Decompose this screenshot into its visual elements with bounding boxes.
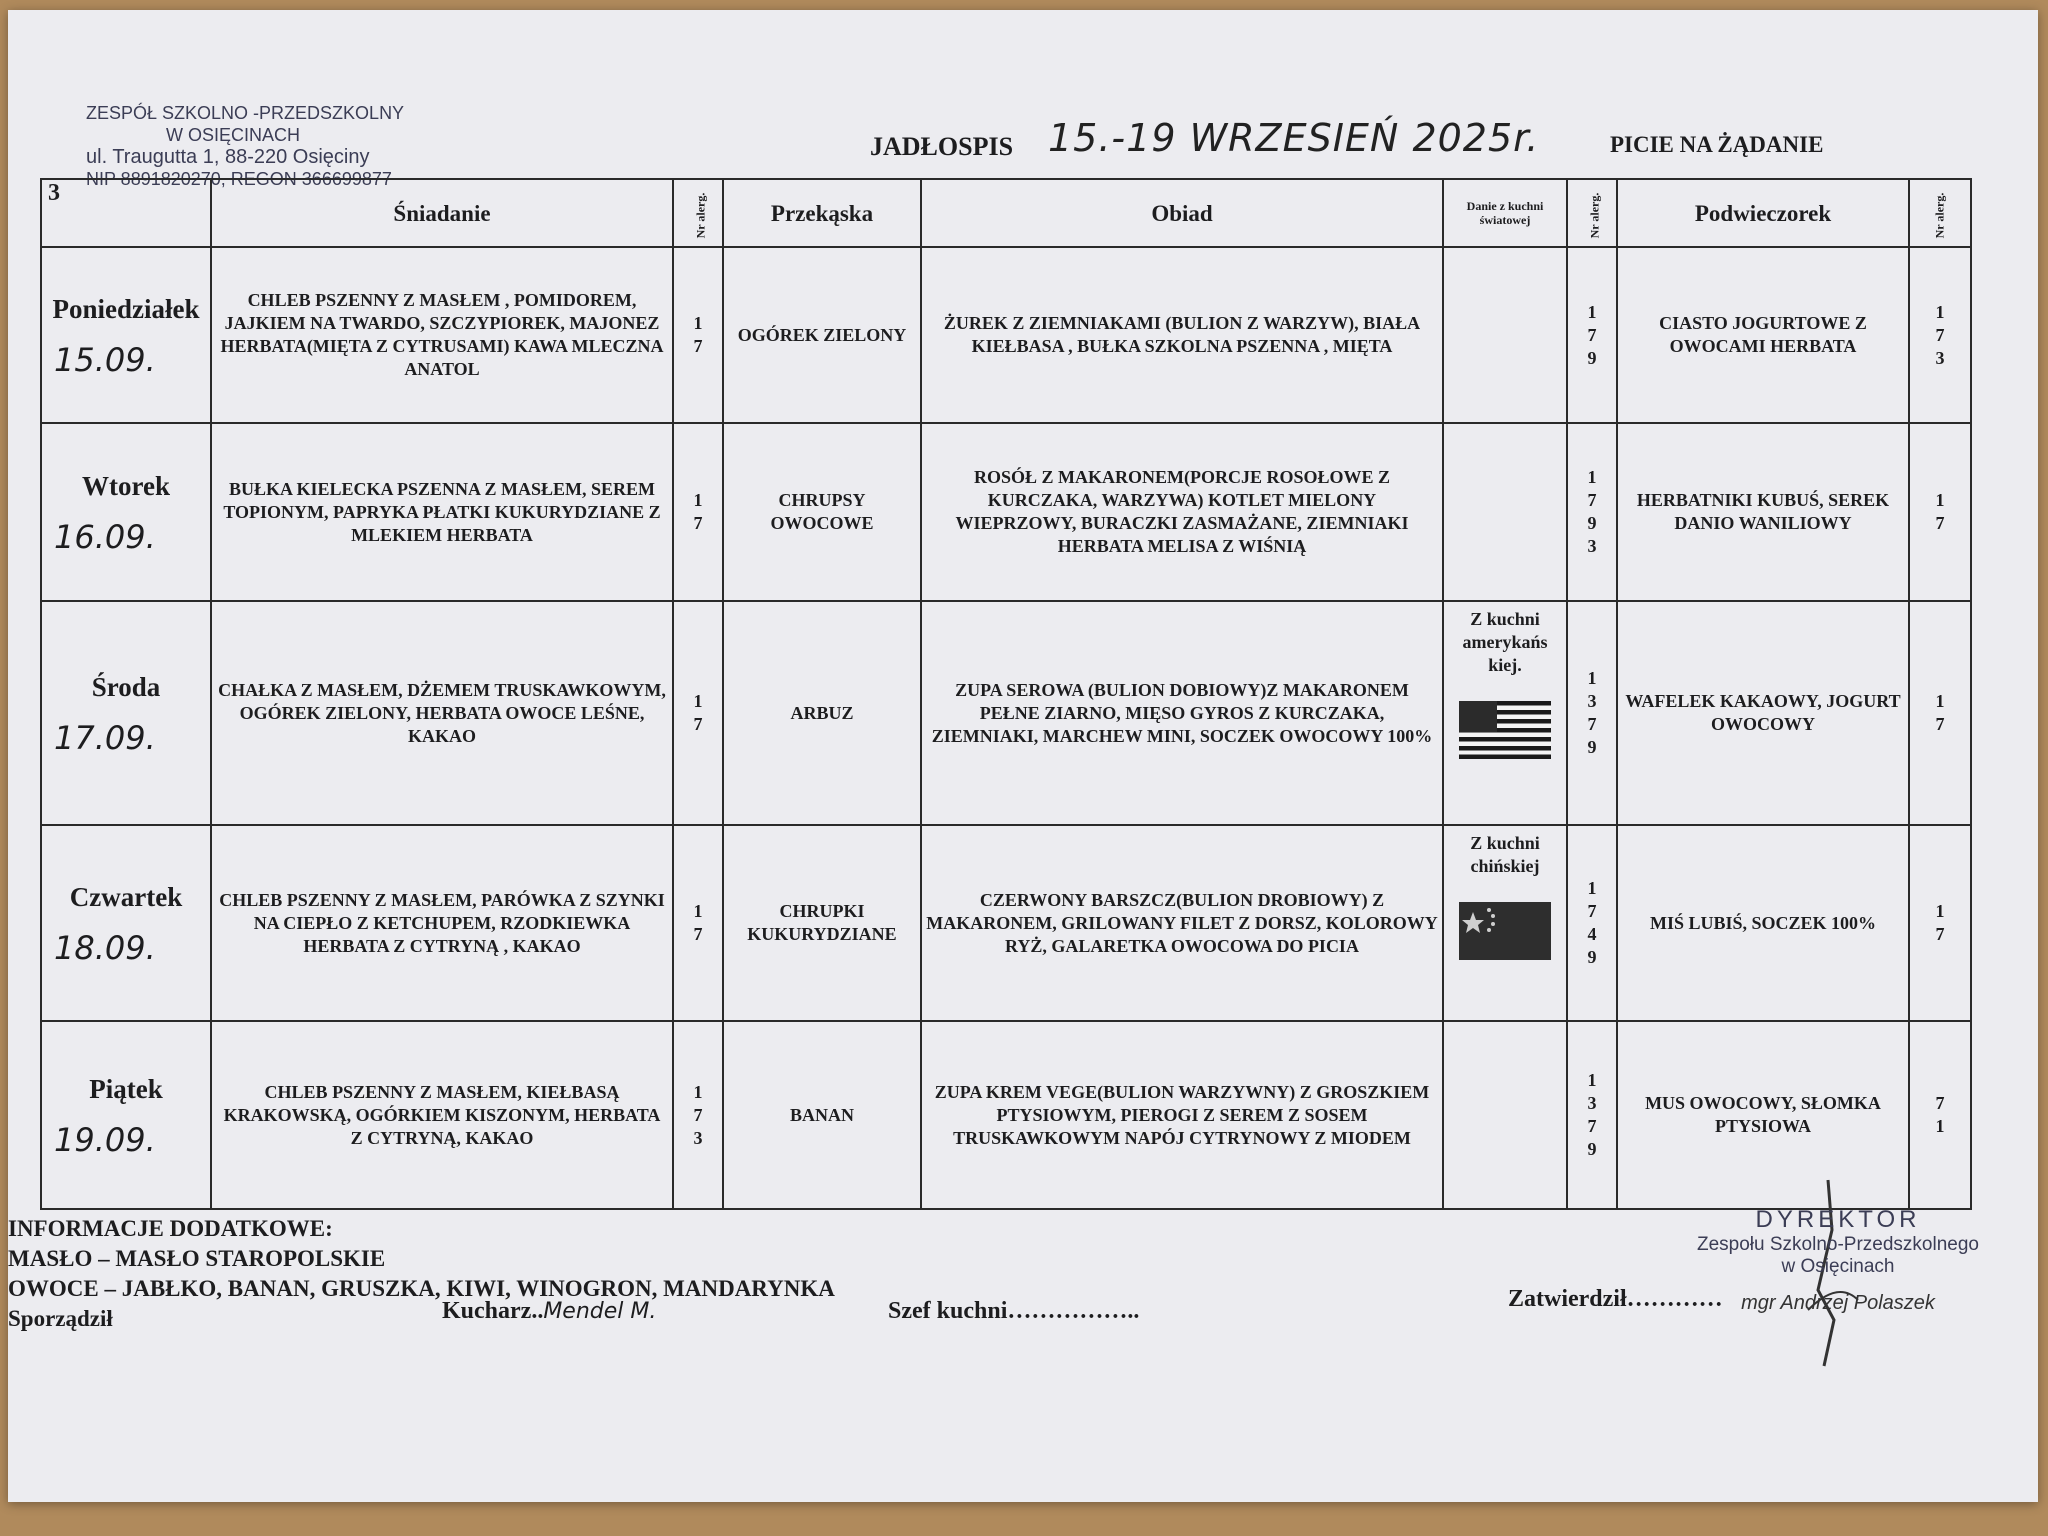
china-flag-icon <box>1459 902 1551 960</box>
additional-info <box>8 1214 835 1334</box>
col-lunch: Obiad <box>921 179 1443 247</box>
breakfast-cell: CHAŁKA Z MASŁEM, DŻEMEM TRUSKAWKOWYM, OGÓREK ZIELONY, HERBATA OWOCE LEŚNE, KAKAO <box>211 601 673 825</box>
lunch-cell: ZUPA SEROWA (BULION DOBIOWY)Z MAKARONEM PEŁNE ZIARNO, MIĘSO GYROS Z KURCZAKA, ZIEMNIAKI, MARCHEW MINI, SOCZEK OWOCOWY 100% <box>921 601 1443 825</box>
breakfast-allergens: 1 7 <box>673 247 723 423</box>
cook-signature-line <box>442 1298 656 1325</box>
day-cell <box>41 1021 211 1209</box>
breakfast-allergens: 1 7 <box>673 423 723 601</box>
lunch-cell: ROSÓŁ Z MAKARONEM(PORCJE ROSOŁOWE Z KURCZAKA, WARZYWA) KOTLET MIELONY WIEPRZOWY, BURACZKI ZASMAŻANE, ZIEMNIAKI HERBATA MELISA Z WIŚNIĄ <box>921 423 1443 601</box>
world-cuisine-cell <box>1443 825 1567 1021</box>
corner-number: 3 <box>41 179 211 247</box>
info-fruit: OWOCE – JABŁKO, BANAN, GRUSZKA, KIWI, WINOGRON, MANDARYNKA <box>8 1276 835 1301</box>
snack-cell: CHRUPSY OWOCOWE <box>723 423 921 601</box>
snack-cell: OGÓREK ZIELONY <box>723 247 921 423</box>
day-date: 18.09. <box>54 929 156 967</box>
breakfast-cell: CHLEB PSZENNY Z MASŁEM, PARÓWKA Z SZYNKI NA CIEPŁO Z KETCHUPEM, RZODKIEWKA HERBATA Z CYTRYNĄ , KAKAO <box>211 825 673 1021</box>
afternoon-snack-cell: WAFELEK KAKAOWY, JOGURT OWOCOWY <box>1617 601 1909 825</box>
afternoon-allergens: 1 7 3 <box>1909 247 1971 423</box>
col-snack: Przekąska <box>723 179 921 247</box>
col-allergens: Nr alerg. <box>1567 179 1617 247</box>
info-heading: INFORMACJE DODATKOWE: <box>8 1216 333 1241</box>
day-row-monday <box>41 247 1971 423</box>
info-prepared: Sporządził <box>8 1306 113 1331</box>
day-cell <box>41 825 211 1021</box>
afternoon-snack-cell: HERBATNIKI KUBUŚ, SEREK DANIO WANILIOWY <box>1617 423 1909 601</box>
header-row <box>41 179 1971 247</box>
day-cell <box>41 247 211 423</box>
day-date: 15.09. <box>54 341 156 379</box>
lunch-cell: ZUPA KREM VEGE(BULION WARZYWNY) Z GROSZKIEM PTYSIOWYM, PIEROGI Z SEREM Z SOSEM TRUSKAWKOWYM NAPÓJ CYTRYNOWY Z MIODEM <box>921 1021 1443 1209</box>
approved-line: Zatwierdził………… <box>1508 1286 1723 1312</box>
day-cell <box>41 423 211 601</box>
afternoon-snack-cell: MIŚ LUBIŚ, SOCZEK 100% <box>1617 825 1909 1021</box>
breakfast-cell: CHLEB PSZENNY Z MASŁEM, KIEŁBASĄ KRAKOWSKĄ, OGÓRKIEM KISZONYM, HERBATA Z CYTRYNĄ, KAKAO <box>211 1021 673 1209</box>
day-cell <box>41 601 211 825</box>
director-org-2: w Osięcinach <box>1781 1256 1895 1277</box>
director-org-1: Zespołu Szkolno-Przedszkolnego <box>1697 1234 1979 1255</box>
handwritten-dates: 15.-19 WRZESIEŃ 2025r. <box>1048 116 1540 160</box>
us-flag-icon <box>1459 701 1551 759</box>
school-stamp <box>86 102 446 190</box>
day-name: Piątek <box>89 1074 163 1104</box>
lunch-allergens: 1 3 7 9 <box>1567 601 1617 825</box>
afternoon-allergens: 7 1 <box>1909 1021 1971 1209</box>
drinks-note: PICIE NA ŻĄDANIE <box>1610 132 1824 157</box>
breakfast-allergens: 1 7 <box>673 825 723 1021</box>
day-date: 19.09. <box>54 1121 156 1159</box>
day-row-thursday <box>41 825 1971 1021</box>
breakfast-cell: CHLEB PSZENNY Z MASŁEM , POMIDOREM, JAJKIEM NA TWARDO, SZCZYPIOREK, MAJONEZ HERBATA(MIĘTA Z CYTRUSAMI) KAWA MLECZNA ANATOL <box>211 247 673 423</box>
lunch-allergens: 1 7 9 <box>1567 247 1617 423</box>
col-world-cuisine: Danie z kuchni światowej <box>1443 179 1567 247</box>
lunch-cell: CZERWONY BARSZCZ(BULION DROBIOWY) Z MAKARONEM, GRILOWANY FILET Z DORSZ, KOLOROWY RYŻ, GALARETKA OWOCOWA DO PICIA <box>921 825 1443 1021</box>
col-allergens: Nr alerg. <box>673 179 723 247</box>
day-name: Czwartek <box>69 882 183 912</box>
cook-label: Kucharz.. <box>442 1298 544 1324</box>
breakfast-allergens: 1 7 <box>673 601 723 825</box>
menu-table <box>40 178 1972 1210</box>
menu-sheet <box>8 10 2038 1502</box>
info-butter: MASŁO – MASŁO STAROPOLSKIE <box>8 1246 386 1271</box>
afternoon-allergens: 1 7 <box>1909 825 1971 1021</box>
lunch-allergens: 1 7 4 9 <box>1567 825 1617 1021</box>
stamp-line-2: W OSIĘCINACH <box>166 125 301 145</box>
stamp-address: ul. Traugutta 1, 88-220 Osięciny <box>86 146 370 168</box>
col-allergens: Nr alerg. <box>1909 179 1971 247</box>
breakfast-allergens: 1 7 3 <box>673 1021 723 1209</box>
stamp-nip: NIP 8891820270, REGON 366699877 <box>86 169 392 189</box>
day-row-friday <box>41 1021 1971 1209</box>
snack-cell: BANAN <box>723 1021 921 1209</box>
director-name: mgr Andrzej Polaszek <box>1741 1292 1935 1314</box>
world-cuisine-cell <box>1443 1021 1567 1209</box>
world-cuisine-cell <box>1443 423 1567 601</box>
director-title: DYREKTOR <box>1755 1206 1921 1233</box>
page-title: JADŁOSPIS <box>870 132 1014 161</box>
afternoon-allergens: 1 7 <box>1909 423 1971 601</box>
day-date: 16.09. <box>54 518 156 556</box>
day-row-wednesday <box>41 601 1971 825</box>
stamp-line-1: ZESPÓŁ SZKOLNO -PRZEDSZKOLNY <box>86 103 405 123</box>
cook-signature: Mendel M. <box>543 1299 657 1324</box>
snack-cell: ARBUZ <box>723 601 921 825</box>
day-name: Poniedziałek <box>52 294 200 324</box>
world-cuisine-cell <box>1443 601 1567 825</box>
day-date: 17.09. <box>54 719 156 757</box>
day-row-tuesday <box>41 423 1971 601</box>
snack-cell: CHRUPKI KUKURYDZIANE <box>723 825 921 1021</box>
lunch-cell: ŻUREK Z ZIEMNIAKAMI (BULION Z WARZYW), BIAŁA KIEŁBASA , BUŁKA SZKOLNA PSZENNA , MIĘTA <box>921 247 1443 423</box>
lunch-allergens: 1 7 9 3 <box>1567 423 1617 601</box>
afternoon-allergens: 1 7 <box>1909 601 1971 825</box>
director-stamp <box>1688 1206 1988 1315</box>
chef-signature-line: Szef kuchni…………….. <box>888 1298 1140 1324</box>
afternoon-snack-cell: MUS OWOCOWY, SŁOMKA PTYSIOWA <box>1617 1021 1909 1209</box>
col-afternoon-snack: Podwieczorek <box>1617 179 1909 247</box>
breakfast-cell: BUŁKA KIELECKA PSZENNA Z MASŁEM, SEREM TOPIONYM, PAPRYKA PŁATKI KUKURYDZIANE Z MLEKIEM HERBATA <box>211 423 673 601</box>
world-cuisine-cell <box>1443 247 1567 423</box>
day-name: Środa <box>91 672 161 702</box>
world-cuisine-label: Z kuchni chińskiej <box>1470 833 1540 876</box>
col-breakfast: Śniadanie <box>211 179 673 247</box>
lunch-allergens: 1 3 7 9 <box>1567 1021 1617 1209</box>
afternoon-snack-cell: CIASTO JOGURTOWE Z OWOCAMI HERBATA <box>1617 247 1909 423</box>
world-cuisine-label: Z kuchni amerykańs kiej. <box>1462 609 1548 675</box>
day-name: Wtorek <box>82 471 170 501</box>
